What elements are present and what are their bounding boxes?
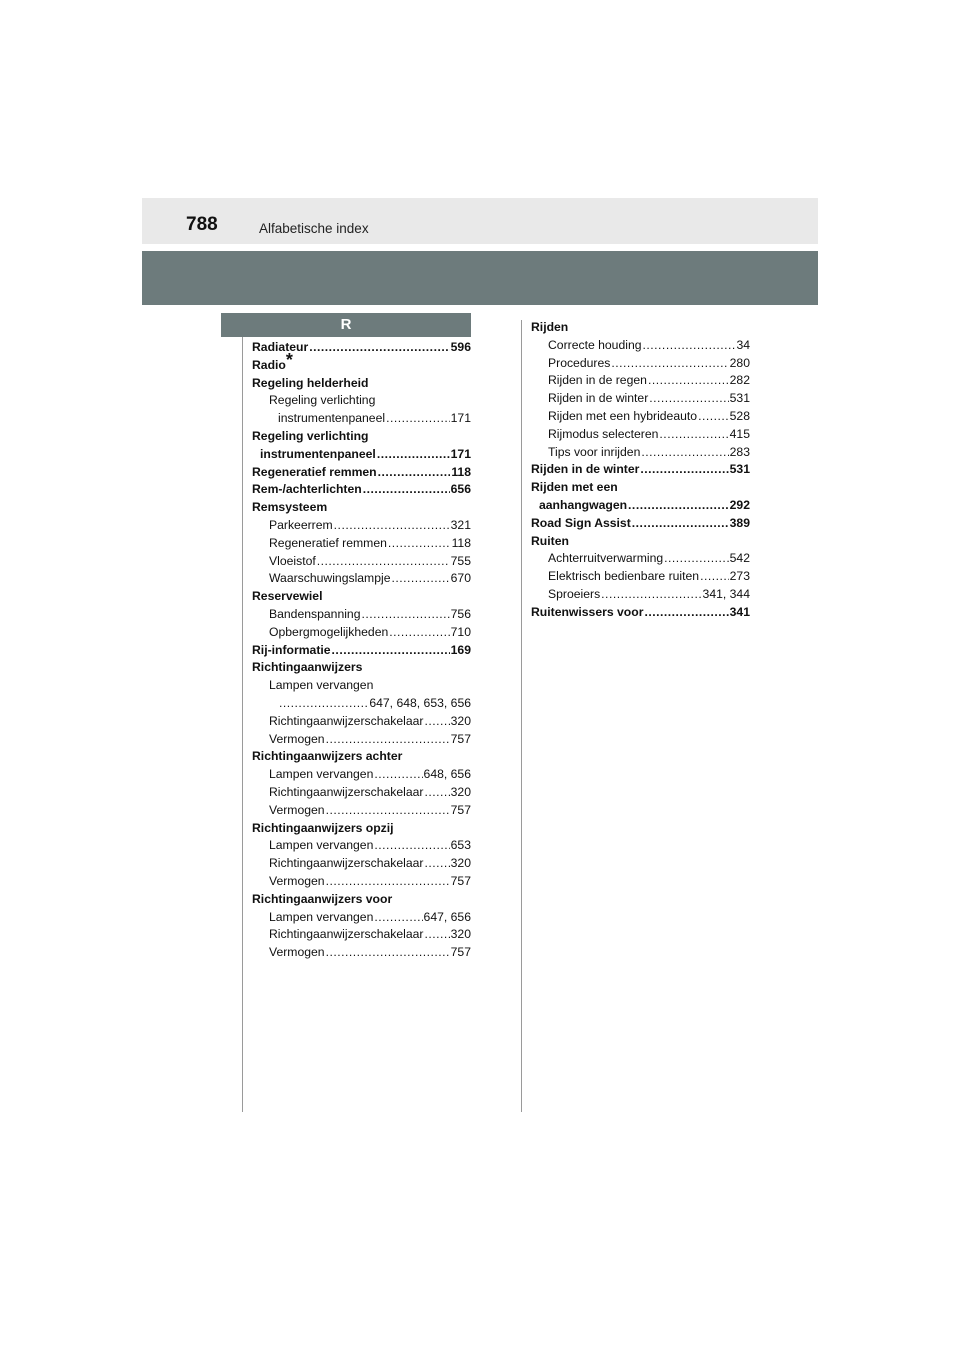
index-subentry: Procedures ..... 280 xyxy=(531,355,750,373)
decorative-band xyxy=(142,251,818,305)
index-subentry: Achterruitverwarming ..... 542 xyxy=(531,550,750,568)
index-subentry: Richtingaanwijzerschakelaar ..... 320 xyxy=(252,713,471,731)
index-entry: Rij-informatie ..... 169 xyxy=(252,642,471,660)
index-entry: Radio* xyxy=(252,349,293,372)
index-subentry: Bandenspanning ..... 756 xyxy=(252,606,471,624)
index-subentry: Lampen vervangen xyxy=(269,678,374,693)
index-subentry: Sproeiers ..... 341, 344 xyxy=(531,586,750,604)
column-divider-middle xyxy=(521,320,522,1112)
index-subentry: Regeneratief remmen ..... 118 xyxy=(252,535,471,553)
index-entry: Road Sign Assist ..... 389 xyxy=(531,515,750,533)
index-subentry: Lampen vervangen ..... 653 xyxy=(252,837,471,855)
index-entry: Remsysteem xyxy=(252,500,328,515)
index-subentry: Waarschuwingslampje ..... 670 xyxy=(252,570,471,588)
index-entry: Rijden xyxy=(531,320,569,334)
index-subentry: Vermogen ..... 757 xyxy=(252,802,471,820)
index-entry: Richtingaanwijzers voor xyxy=(252,891,393,906)
index-subentry: Richtingaanwijzerschakelaar ..... 320 xyxy=(252,784,471,802)
index-letter-heading: R xyxy=(221,313,471,337)
footnote-marker: * xyxy=(285,349,293,370)
index-subentry: Richtingaanwijzerschakelaar ..... 320 xyxy=(252,926,471,944)
index-entry: Rem-/achterlichten ..... 656 xyxy=(252,481,471,499)
index-subentry: Lampen vervangen ..... 647, 656 xyxy=(252,909,471,927)
index-column-left xyxy=(252,339,471,962)
index-subentry: Richtingaanwijzerschakelaar ..... 320 xyxy=(252,855,471,873)
index-column-right xyxy=(531,319,750,622)
index-subentry: instrumentenpaneel ..... 171 xyxy=(252,410,471,428)
index-subentry: Correcte houding ..... 34 xyxy=(531,337,750,355)
index-entry: Richtingaanwijzers xyxy=(252,660,363,675)
index-subentry: ..... 647, 648, 653, 656 xyxy=(252,695,471,713)
index-entry: Regeling helderheid xyxy=(252,375,369,390)
index-entry: Richtingaanwijzers opzij xyxy=(252,820,394,835)
index-entry: aanhangwagen ..... 292 xyxy=(531,497,750,515)
index-subentry: Vermogen ..... 757 xyxy=(252,873,471,891)
index-entry: Regeneratief remmen ..... 118 xyxy=(252,464,471,482)
column-divider-left xyxy=(242,337,243,1112)
index-entry: Ruitenwissers voor ..... 341 xyxy=(531,604,750,622)
index-entry: Radiateur ..... 596 xyxy=(252,339,471,357)
index-entry: instrumentenpaneel ..... 171 xyxy=(252,446,471,464)
header-band xyxy=(142,198,818,244)
index-subentry: Elektrisch bedienbare ruiten ..... 273 xyxy=(531,568,750,586)
index-subentry: Regeling verlichting xyxy=(269,393,376,408)
index-subentry: Parkeerrem ..... 321 xyxy=(252,517,471,535)
index-subentry: Lampen vervangen ..... 648, 656 xyxy=(252,766,471,784)
index-subentry: Opbergmogelijkheden ..... 710 xyxy=(252,624,471,642)
index-subentry: Rijden in de regen ..... 282 xyxy=(531,372,750,390)
index-subentry: Vloeistof ..... 755 xyxy=(252,553,471,571)
index-entry: Regeling verlichting xyxy=(252,428,369,443)
page-number: 788 xyxy=(186,214,218,235)
index-subentry: Tips voor inrijden ..... 283 xyxy=(531,444,750,462)
index-entry: Rijden met een xyxy=(531,480,618,495)
index-subentry: Rijmodus selecteren ..... 415 xyxy=(531,426,750,444)
index-entry: Ruiten xyxy=(531,533,569,548)
index-subentry: Rijden met een hybrideauto ..... 528 xyxy=(531,408,750,426)
index-subentry: Vermogen ..... 757 xyxy=(252,731,471,749)
index-subentry: Vermogen ..... 757 xyxy=(252,944,471,962)
index-entry: Richtingaanwijzers achter xyxy=(252,749,403,764)
index-entry: Reservewiel xyxy=(252,589,323,604)
section-title: Alfabetische index xyxy=(259,221,369,236)
index-subentry: Rijden in de winter ..... 531 xyxy=(531,390,750,408)
index-entry: Rijden in de winter ..... 531 xyxy=(531,461,750,479)
